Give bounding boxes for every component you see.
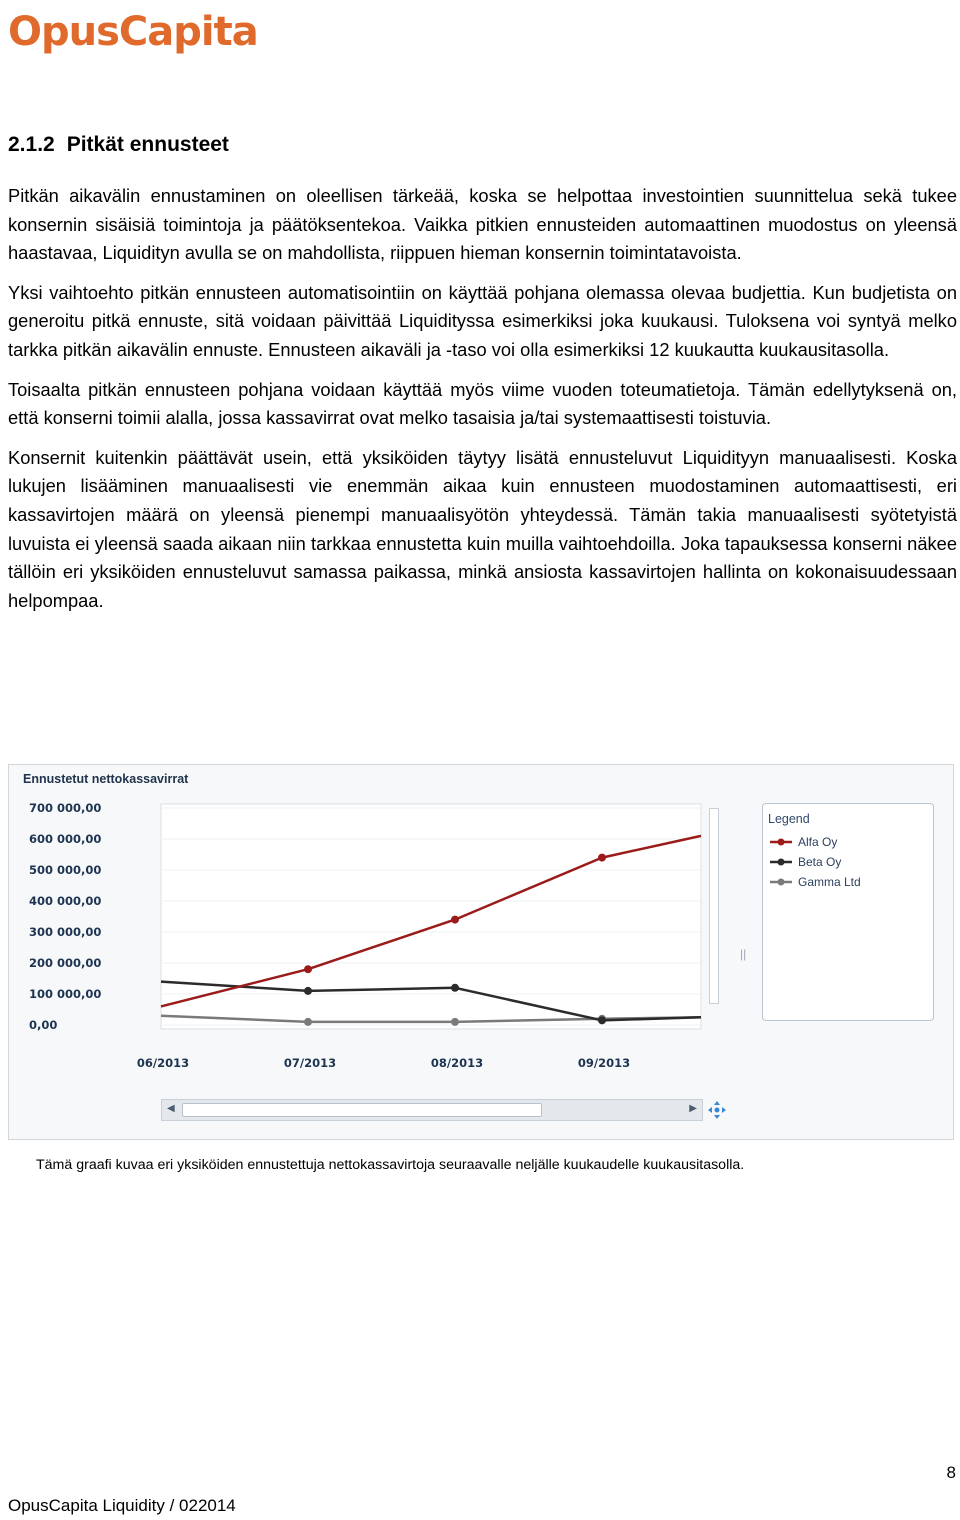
figure-caption: Tämä graafi kuvaa eri yksiköiden ennustettuja nettokassavirtoja seuraavalle neljälle kuukaudelle kuukausitasolla. <box>36 1157 745 1173</box>
forecast-chart <box>8 764 954 1140</box>
data-point <box>451 1018 459 1026</box>
data-point <box>451 916 459 924</box>
data-point <box>598 1016 606 1024</box>
chart-title: Ennustetut nettokassavirrat <box>23 772 189 786</box>
y-tick-label: 300 000,00 <box>29 925 102 939</box>
y-tick-label: 500 000,00 <box>29 863 102 877</box>
section-title: Pitkät ennusteet <box>66 133 229 156</box>
resize-grip-icon[interactable]: || <box>740 947 747 961</box>
page-number: 8 <box>946 1463 956 1482</box>
footer-text: OpusCapita Liquidity / 022014 <box>8 1496 236 1515</box>
paragraph: Pitkän aikavälin ennustaminen on oleellisen tärkeää, koska se helpottaa investointien suunnittelua sekä tukee konsernin sisäisiä toimintoja ja päätöksentekoa. Vaikka pitkien ennusteiden automaattinen muodostus on yleensä haastavaa, Liquidityn avulla se on mahdollista, riippuen hieman konsernin toimintatavoista. <box>8 185 957 264</box>
legend-swatch-alfa <box>770 837 792 847</box>
y-tick-label: 100 000,00 <box>29 987 102 1001</box>
legend-label: Alfa Oy <box>798 835 838 849</box>
legend-item-gamma[interactable] <box>770 872 861 892</box>
legend-title: Legend <box>768 812 810 826</box>
x-tick-label: 07/2013 <box>283 1056 337 1070</box>
y-tick-label: 600 000,00 <box>29 832 102 846</box>
y-tick-label: 400 000,00 <box>29 894 102 908</box>
opuscapita-logo <box>8 2 288 58</box>
data-point <box>304 965 312 973</box>
chart-legend <box>762 803 934 1021</box>
data-point <box>304 987 312 995</box>
legend-swatch-gamma <box>770 877 792 887</box>
legend-item-beta[interactable] <box>770 852 841 872</box>
legend-item-alfa[interactable] <box>770 832 837 852</box>
scroll-right-icon[interactable]: ▶ <box>689 1103 697 1114</box>
legend-label: Gamma Ltd <box>798 875 861 889</box>
data-point <box>598 854 606 862</box>
horizontal-scrollbar[interactable] <box>161 1099 703 1121</box>
y-tick-label: 200 000,00 <box>29 956 102 970</box>
scrollbar-thumb[interactable] <box>182 1103 542 1117</box>
data-point <box>451 984 459 992</box>
section-heading <box>8 133 229 157</box>
y-tick-label: 700 000,00 <box>29 801 102 815</box>
x-tick-label: 06/2013 <box>136 1056 190 1070</box>
scroll-left-icon[interactable]: ◀ <box>167 1103 175 1114</box>
legend-label: Beta Oy <box>798 855 842 869</box>
plot-area <box>161 804 701 1029</box>
plot-vertical-scrollbar[interactable] <box>709 808 719 1004</box>
x-tick-label: 08/2013 <box>430 1056 484 1070</box>
section-number: 2.1.2 <box>8 133 55 156</box>
x-tick-label: 09/2013 <box>577 1056 631 1070</box>
logo-text: OpusCapita <box>8 9 258 55</box>
legend-swatch-beta <box>770 857 792 867</box>
paragraph: Yksi vaihtoehto pitkän ennusteen automatisointiin on käyttää pohjana olemassa olevaa budjettia. Kun budjetista on generoitu pitkä ennuste, sitä voidaan päivittää Liquidityssa esimerkiksi joka kuukausi. Tuloksena voi syntyä melko tarkka pitkän aikavälin ennuste. Ennusteen aikaväli ja -taso voi olla esimerkiksi 12 kuukautta kuukausitasolla. <box>8 281 957 360</box>
paragraph: Toisaalta pitkän ennusteen pohjana voidaan käyttää myös viime vuoden toteumatietoja. Tämän edellytyksenä on, että konserni toimii alalla, jossa kassavirrat ovat melko tasaisia ja/tai systemaattisesti toistuvia. <box>8 378 957 429</box>
body-text <box>8 182 957 626</box>
zoom-icon[interactable] <box>706 1099 728 1121</box>
y-tick-label: 0,00 <box>29 1018 58 1032</box>
data-point <box>304 1018 312 1026</box>
paragraph: Konsernit kuitenkin päättävät usein, että yksiköiden täytyy lisätä ennusteluvut Liquidityyn manuaalisesti. Koska lukujen lisääminen manuaalisesti vie enemmän aikaa kuin ennusteen muodostaminen automaattisesti, eri kassavirtojen määrä on yleensä pienempi manuaalisyötön yhteydessä. Tämän takia manuaalisesti syötetyistä luvuista ei yleensä saada aikaan niin tarkkaa ennustetta kuin muilla vaihtoehdoilla. Joka tapauksessa konserni näkee tällöin eri yksiköiden ennusteluvut samassa paikassa, minkä ansiosta kassavirtojen hallinta on kokonaisuudessaan helpompaa. <box>8 446 957 611</box>
